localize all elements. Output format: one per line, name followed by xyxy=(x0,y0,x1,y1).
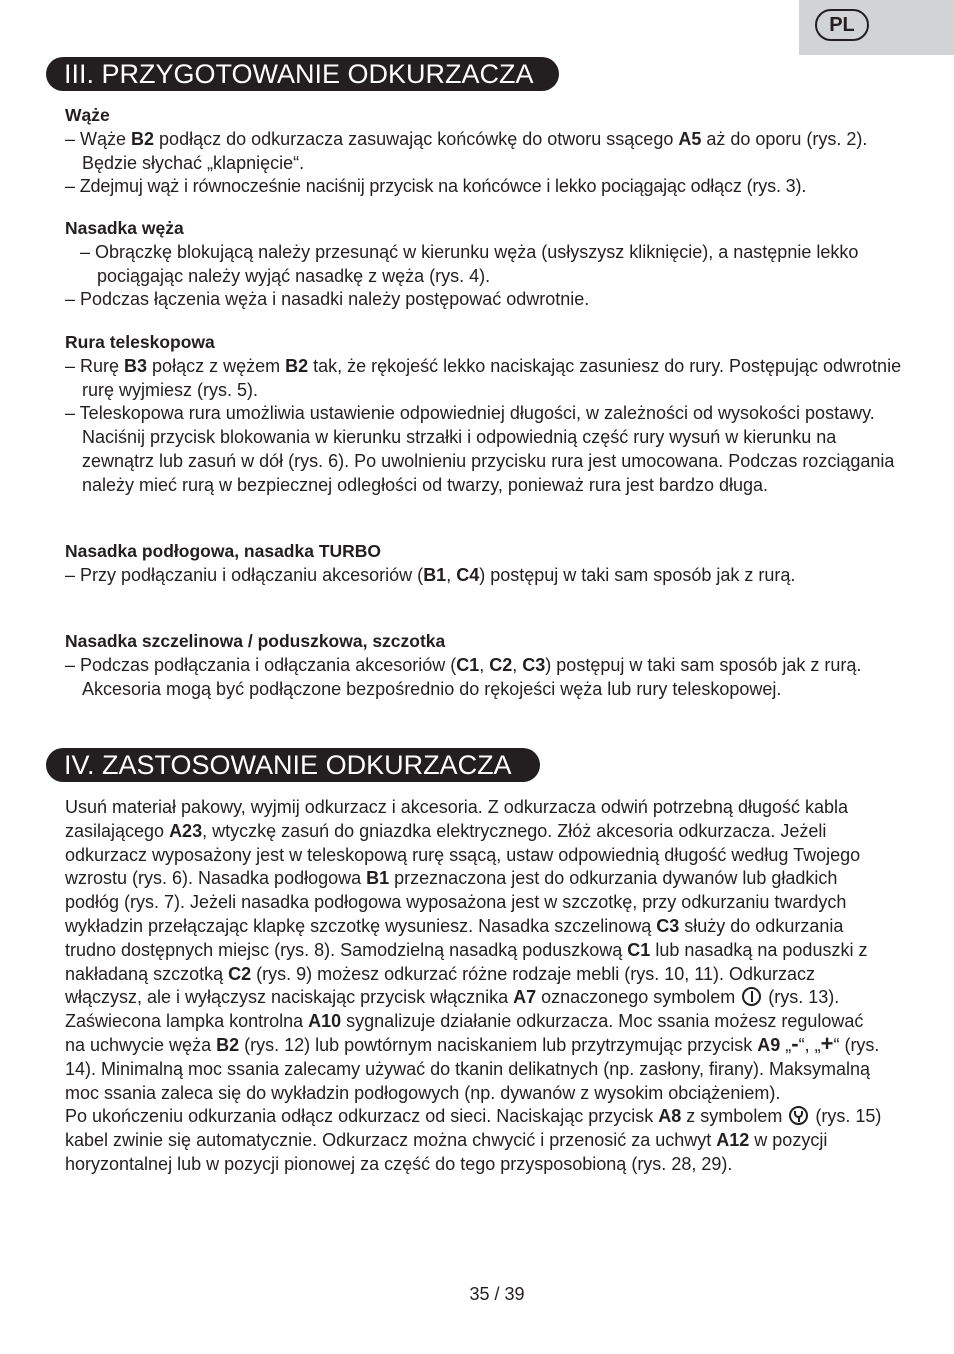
usage-block xyxy=(65,796,887,1177)
language-tab xyxy=(799,0,954,55)
hose-nozzle-block xyxy=(65,217,905,312)
section-3-title: III. PRZYGOTOWANIE ODKURZACZA xyxy=(46,57,559,91)
hose-nozzle-item-2: – Podczas łączenia węża i nasadki należy postępować odwrotnie. xyxy=(65,289,590,310)
hose-heading: Wąże xyxy=(65,105,110,125)
tube-item-1: – Rurę B3 połącz z wężem B2 tak, że rękojeść lekko naciskając zasuniesz do rury. Postępując odwrotnie rurę wyjmiesz (rys. 5). xyxy=(65,355,902,400)
page-number: 35 / 39 xyxy=(469,1284,525,1304)
hose-block xyxy=(65,104,905,199)
cord-rewind-icon xyxy=(789,1106,808,1125)
crevice-item-1: – Podczas podłączania i odłączania akcesoriów (C1, C2, C3) postępuj w taki sam sposób jak z rurą. Akcesoria mogą być podłączone bezpośrednio do rękojeści węża lub rury teleskopowej. xyxy=(65,654,862,699)
language-badge: PL xyxy=(815,9,869,41)
hose-nozzle-heading: Nasadka węża xyxy=(65,218,184,238)
floor-nozzle-heading: Nasadka podłogowa, nasadka TURBO xyxy=(65,541,382,561)
crevice-block xyxy=(65,630,905,701)
floor-nozzle-block xyxy=(65,540,905,588)
tube-heading: Rura teleskopowa xyxy=(65,332,215,352)
minus-icon: - xyxy=(791,1030,799,1056)
hose-nozzle-item-1: – Obrączkę blokującą należy przesunąć w kierunku węża (usłyszysz kliknięcie), a następnie lekko pociągając należy wyjąć nasadkę z węża (rys. 4). xyxy=(80,241,859,286)
tube-item-2: – Teleskopowa rura umożliwia ustawienie odpowiedniej długości, w zależności od wysokości postawy. Naciśnij przycisk blokowania w kierunku strzałki i odpowiednią część rury wysuń w kierunku na zewnątrz lub zasuń w dół (rys. 6). Po uwolnieniu przycisku rura jest umocowana. Podczas rozciągania należy mieć rurą w bezpiecznej odległości od twarzy, ponieważ rura jest bardzo długa. xyxy=(65,403,895,495)
section-4-title: IV. ZASTOSOWANIE ODKURZACZA xyxy=(46,748,540,782)
power-icon xyxy=(742,987,761,1006)
usage-paragraph-1: Usuń materiał pakowy, wyjmij odkurzacz i akcesoria. Z odkurzacza odwiń potrzebną długość kabla zasilającego A23, wtyczkę zasuń do gniazdka elektrycznego. Złóż akcesoria odkurzacza. Jeżeli odkurzacz wyposażony jest w teleskopową rurę ssącą, ustaw odpowiednią długość według Twojego wzrostu (rys. 6). Nasadka podłogowa B1 przeznaczona jest do odkurzania dywanów lub gładkich podłóg (rys. 7). Jeżeli nasadka podłogowa wyposażona jest w szczotkę, przy odkurzaniu twardych wykładzin przełączając klapkę szczotkę wysuniesz. Nasadka szczelinową C3 służy do odkurzania trudno dostępnych miejsc (rys. 8). Samodzielną nasadką poduszkową C1 lub nasadką na poduszki z nakładaną szczotką C2 (rys. 9) możesz odkurzać różne rodzaje mebli (rys. 10, 11). Odkurzacz włączysz, ale i wyłączysz naciskając przycisk włącznika A7 oznaczonego symbolem (rys. 13). Zaświecona lampka kontrolna A10 sygnalizuje działanie odkurzacza. Moc ssania możesz regulować na uchwycie węża B2 (rys. 12) lub powtórnym naciskaniem lub przytrzymując przycisk A9 „-“, „+“ (rys. 14). Minimalną moc ssania zalecamy używać do tkanin delikatnych (np. zasłony, firany). Maksymalną moc ssania zaleca się do wykładzin podłogowych (np. dywanów z wysokim obciążeniem). xyxy=(65,797,880,1103)
crevice-heading: Nasadka szczelinowa / poduszkowa, szczotka xyxy=(65,631,446,651)
hose-item-1: – Wąże B2 podłącz do odkurzacza zasuwając końcówkę do otworu ssącego A5 aż do oporu (rys. 2). Będzie słychać „klapnięcie“. xyxy=(65,128,868,173)
hose-item-2: – Zdejmuj wąż i równocześnie naciśnij przycisk na końcówce i lekko pociągając odłącz (rys. 3). xyxy=(65,176,807,197)
floor-nozzle-item-1: – Przy podłączaniu i odłączaniu akcesoriów (B1, C4) postępuj w taki sam sposób jak z rurą. xyxy=(65,564,796,585)
plus-icon: + xyxy=(820,1030,834,1056)
usage-paragraph-2: Po ukończeniu odkurzania odłącz odkurzacz od sieci. Naciskając przycisk A8 z symbolem (rys. 15) kabel zwinie się automatycznie. Odkurzacz można chwycić i przenosić za uchwyt A12 w pozycji horyzontalnej lub w pozycji pionowej za część do tego przysposobioną (rys. 28, 29). xyxy=(65,1106,882,1174)
tube-block xyxy=(65,331,905,498)
